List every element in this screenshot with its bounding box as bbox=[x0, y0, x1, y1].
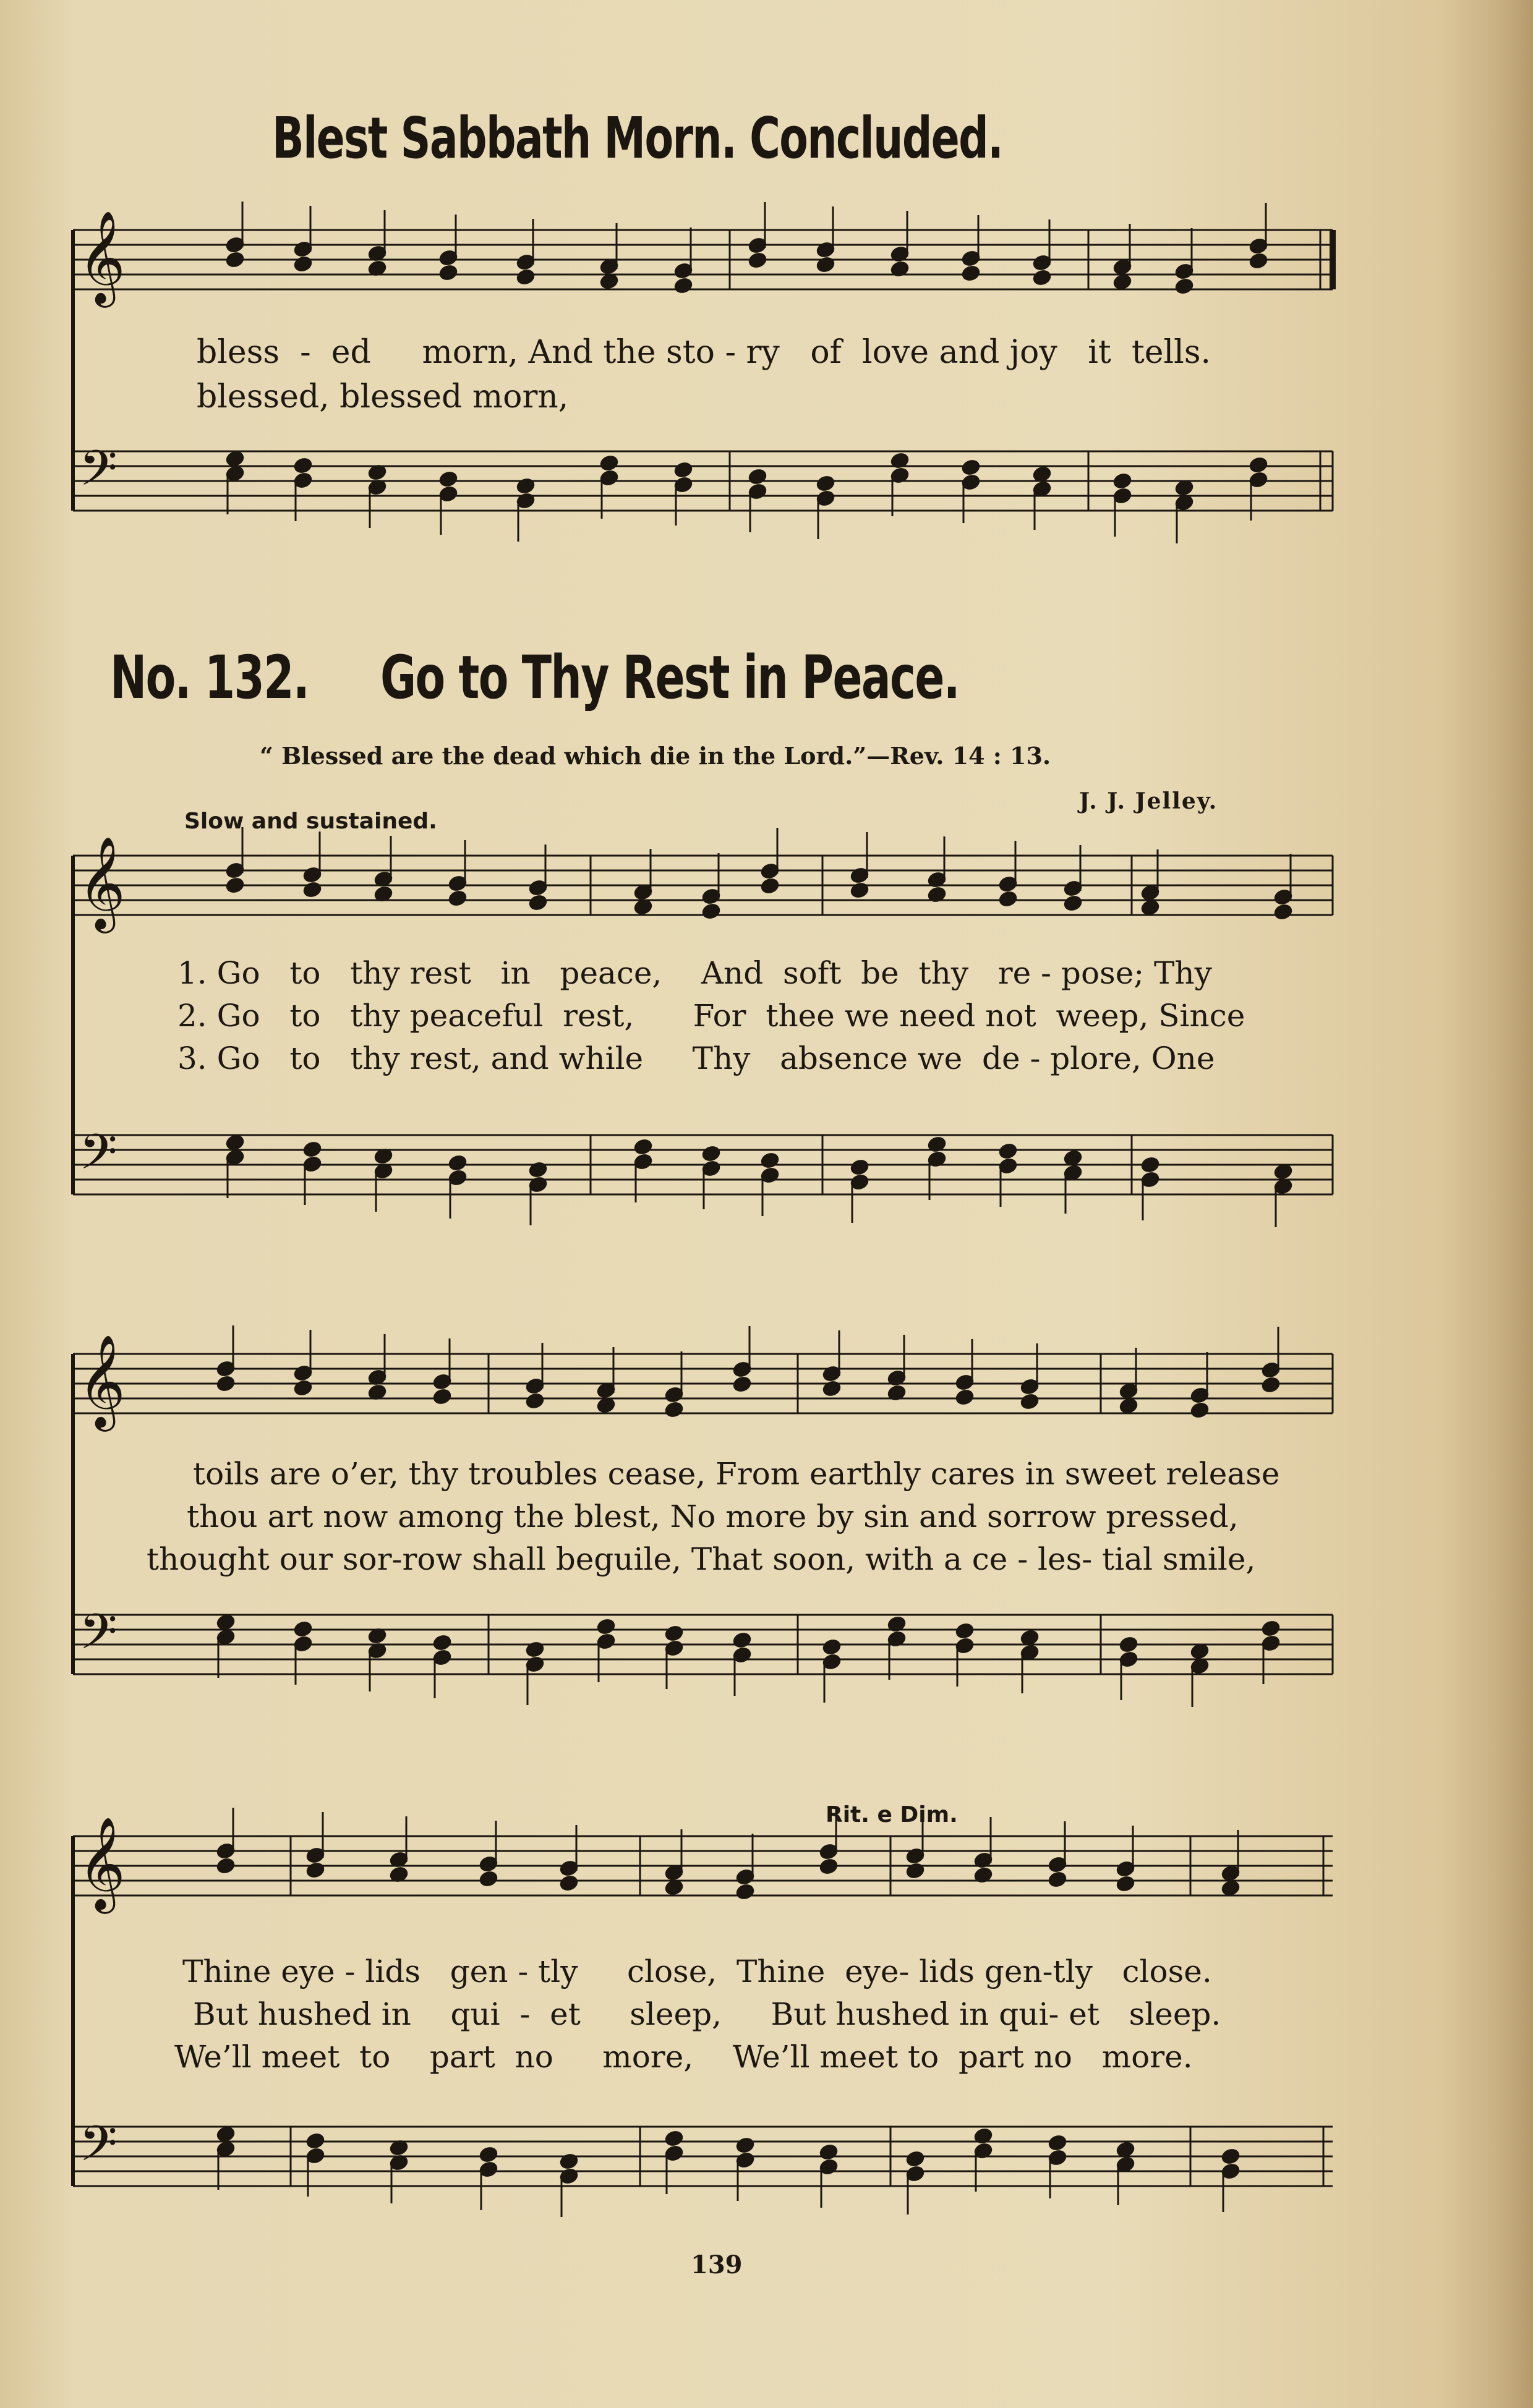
bass-note bbox=[216, 1614, 235, 1631]
treble-clef-0: 𝄞 bbox=[78, 210, 126, 304]
bass-note bbox=[479, 2146, 498, 2163]
bass-note bbox=[735, 2137, 754, 2154]
bass-note bbox=[822, 1638, 841, 1656]
treble-note bbox=[1221, 1879, 1240, 1897]
lyric-s1-v1: 1. Go to thy rest in peace, And soft be thy re - pose; Thy bbox=[177, 955, 1212, 991]
bass-note bbox=[599, 454, 618, 472]
treble-note bbox=[732, 1376, 751, 1393]
treble-clef-2: 𝄞 bbox=[78, 1334, 126, 1427]
bass-note bbox=[225, 450, 244, 467]
bass-note bbox=[1048, 2134, 1067, 2151]
lyric-s1-v3: 3. Go to thy rest, and while Thy absence we de - plore, One bbox=[177, 1040, 1215, 1076]
lyric-s1-v2: 2. Go to thy peaceful rest, For thee we need not weep, Since bbox=[177, 998, 1245, 1034]
treble-note bbox=[516, 268, 535, 286]
bass-note bbox=[225, 1134, 244, 1151]
bass-note bbox=[216, 2125, 235, 2143]
continued-title: Blest Sabbath Morn. Concluded. bbox=[272, 105, 1003, 171]
bass-note bbox=[1249, 456, 1268, 474]
treble-note bbox=[664, 1401, 683, 1418]
treble-note bbox=[216, 1857, 235, 1874]
treble-note bbox=[559, 1874, 578, 1892]
bass-note bbox=[955, 1622, 974, 1640]
treble-clef-3: 𝄞 bbox=[78, 1816, 126, 1910]
continued-lyric-line-2: blessed, blessed morn, bbox=[197, 378, 569, 415]
treble-note bbox=[1140, 899, 1159, 916]
bass-note bbox=[528, 1161, 547, 1178]
bass-note bbox=[432, 1634, 451, 1651]
treble-note bbox=[701, 903, 720, 920]
treble-note bbox=[748, 252, 767, 269]
treble-note bbox=[479, 1870, 498, 1887]
treble-note bbox=[1119, 1397, 1138, 1415]
lyric-s3-v2: But hushed in qui - et sleep, But hushed in qui- et sleep. bbox=[193, 1996, 1221, 2032]
bass-note bbox=[438, 470, 458, 488]
bass-note bbox=[673, 461, 693, 479]
treble-note bbox=[302, 881, 322, 898]
treble-note bbox=[955, 1389, 974, 1406]
bass-note bbox=[293, 457, 312, 474]
bass-note bbox=[748, 468, 767, 485]
lyric-s3-v1: Thine eye - lids gen - tly close, Thine eye- lids gen-tly close. bbox=[182, 1954, 1212, 1989]
treble-note bbox=[1032, 269, 1051, 286]
treble-note bbox=[216, 1375, 235, 1392]
treble-note bbox=[1261, 1376, 1280, 1393]
lyric-s2-v1: toils are o’er, thy troubles cease, From earthly cares in sweet release bbox=[193, 1456, 1280, 1492]
bass-clef-3: 𝄢 bbox=[79, 2115, 117, 2184]
bass-note bbox=[596, 1618, 615, 1635]
bass-note bbox=[305, 2132, 325, 2150]
treble-note bbox=[305, 1861, 325, 1879]
treble-note bbox=[1190, 1402, 1209, 1419]
bass-note bbox=[664, 1625, 683, 1642]
treble-note bbox=[1116, 1875, 1135, 1892]
treble-note bbox=[528, 894, 547, 911]
treble-note bbox=[1273, 903, 1292, 921]
bass-note bbox=[850, 1159, 869, 1176]
bass-clef-1: 𝄢 bbox=[79, 1123, 117, 1193]
treble-note bbox=[816, 256, 835, 273]
lyric-s2-v3: thought our sor-row shall beguile, That soon, with a ce - les- tial smile, bbox=[147, 1541, 1256, 1577]
bass-note bbox=[525, 1641, 544, 1658]
bass-note bbox=[302, 1141, 322, 1158]
bass-note bbox=[516, 477, 535, 495]
treble-note bbox=[432, 1388, 451, 1405]
treble-note bbox=[673, 277, 693, 294]
treble-note bbox=[850, 882, 869, 899]
bass-note bbox=[559, 2153, 578, 2170]
bass-note bbox=[816, 475, 835, 492]
composer: J. J. Jelley. bbox=[1079, 788, 1218, 814]
treble-note bbox=[822, 1380, 841, 1397]
lyric-s2-v2: thou art now among the blest, No more by sin and sorrow pressed, bbox=[187, 1499, 1239, 1534]
bass-note bbox=[1221, 2148, 1240, 2165]
treble-note bbox=[961, 265, 980, 282]
treble-note bbox=[760, 877, 779, 895]
bass-note bbox=[998, 1142, 1017, 1160]
treble-note bbox=[1112, 273, 1132, 291]
treble-note bbox=[225, 251, 244, 268]
page-number: 139 bbox=[691, 2250, 743, 2279]
hymn-number: No. 132. bbox=[110, 643, 309, 712]
treble-note bbox=[1020, 1393, 1039, 1410]
treble-note bbox=[735, 1883, 754, 1900]
treble-note bbox=[525, 1392, 544, 1410]
treble-note bbox=[293, 255, 312, 273]
treble-note bbox=[905, 1862, 924, 1879]
epigraph: “ Blessed are the dead which die in the Lord.”—Rev. 14 : 13. bbox=[260, 742, 1051, 770]
bass-note bbox=[1261, 1620, 1280, 1637]
bass-note bbox=[760, 1152, 779, 1169]
bass-note bbox=[1140, 1156, 1159, 1173]
treble-note bbox=[1048, 1871, 1067, 1888]
treble-note bbox=[819, 1858, 838, 1875]
bass-note bbox=[1119, 1636, 1138, 1653]
treble-note bbox=[1174, 278, 1194, 295]
hymn-title: Go to Thy Rest in Peace. bbox=[380, 643, 959, 712]
treble-note bbox=[438, 264, 458, 281]
bass-note bbox=[819, 2143, 838, 2161]
treble-note bbox=[998, 890, 1017, 908]
bass-note bbox=[664, 2130, 683, 2147]
treble-note bbox=[225, 877, 244, 894]
bass-note bbox=[701, 1145, 720, 1162]
bass-clef-0: 𝄢 bbox=[79, 440, 117, 509]
bass-note bbox=[633, 1138, 652, 1155]
treble-note bbox=[293, 1379, 312, 1397]
bass-note bbox=[961, 459, 980, 476]
bass-note bbox=[293, 1620, 312, 1638]
treble-note bbox=[1063, 895, 1082, 912]
dynamic-marking: Rit. e Dim. bbox=[826, 1802, 958, 1827]
bass-clef-2: 𝄢 bbox=[79, 1603, 117, 1672]
treble-note bbox=[448, 890, 467, 907]
treble-clef-1: 𝄞 bbox=[78, 835, 126, 929]
bass-note bbox=[732, 1632, 751, 1649]
bass-note bbox=[1112, 472, 1132, 490]
tempo-marking: Slow and sustained. bbox=[184, 809, 437, 834]
bass-note bbox=[905, 2150, 924, 2168]
bass-note bbox=[448, 1154, 467, 1172]
lyric-s3-v3: We’ll meet to part no more, We’ll meet to part no more. bbox=[174, 2039, 1193, 2075]
treble-note bbox=[1249, 252, 1268, 270]
continued-lyric-line-1: bless - ed morn, And the sto - ry of love and joy it tells. bbox=[197, 334, 1211, 371]
